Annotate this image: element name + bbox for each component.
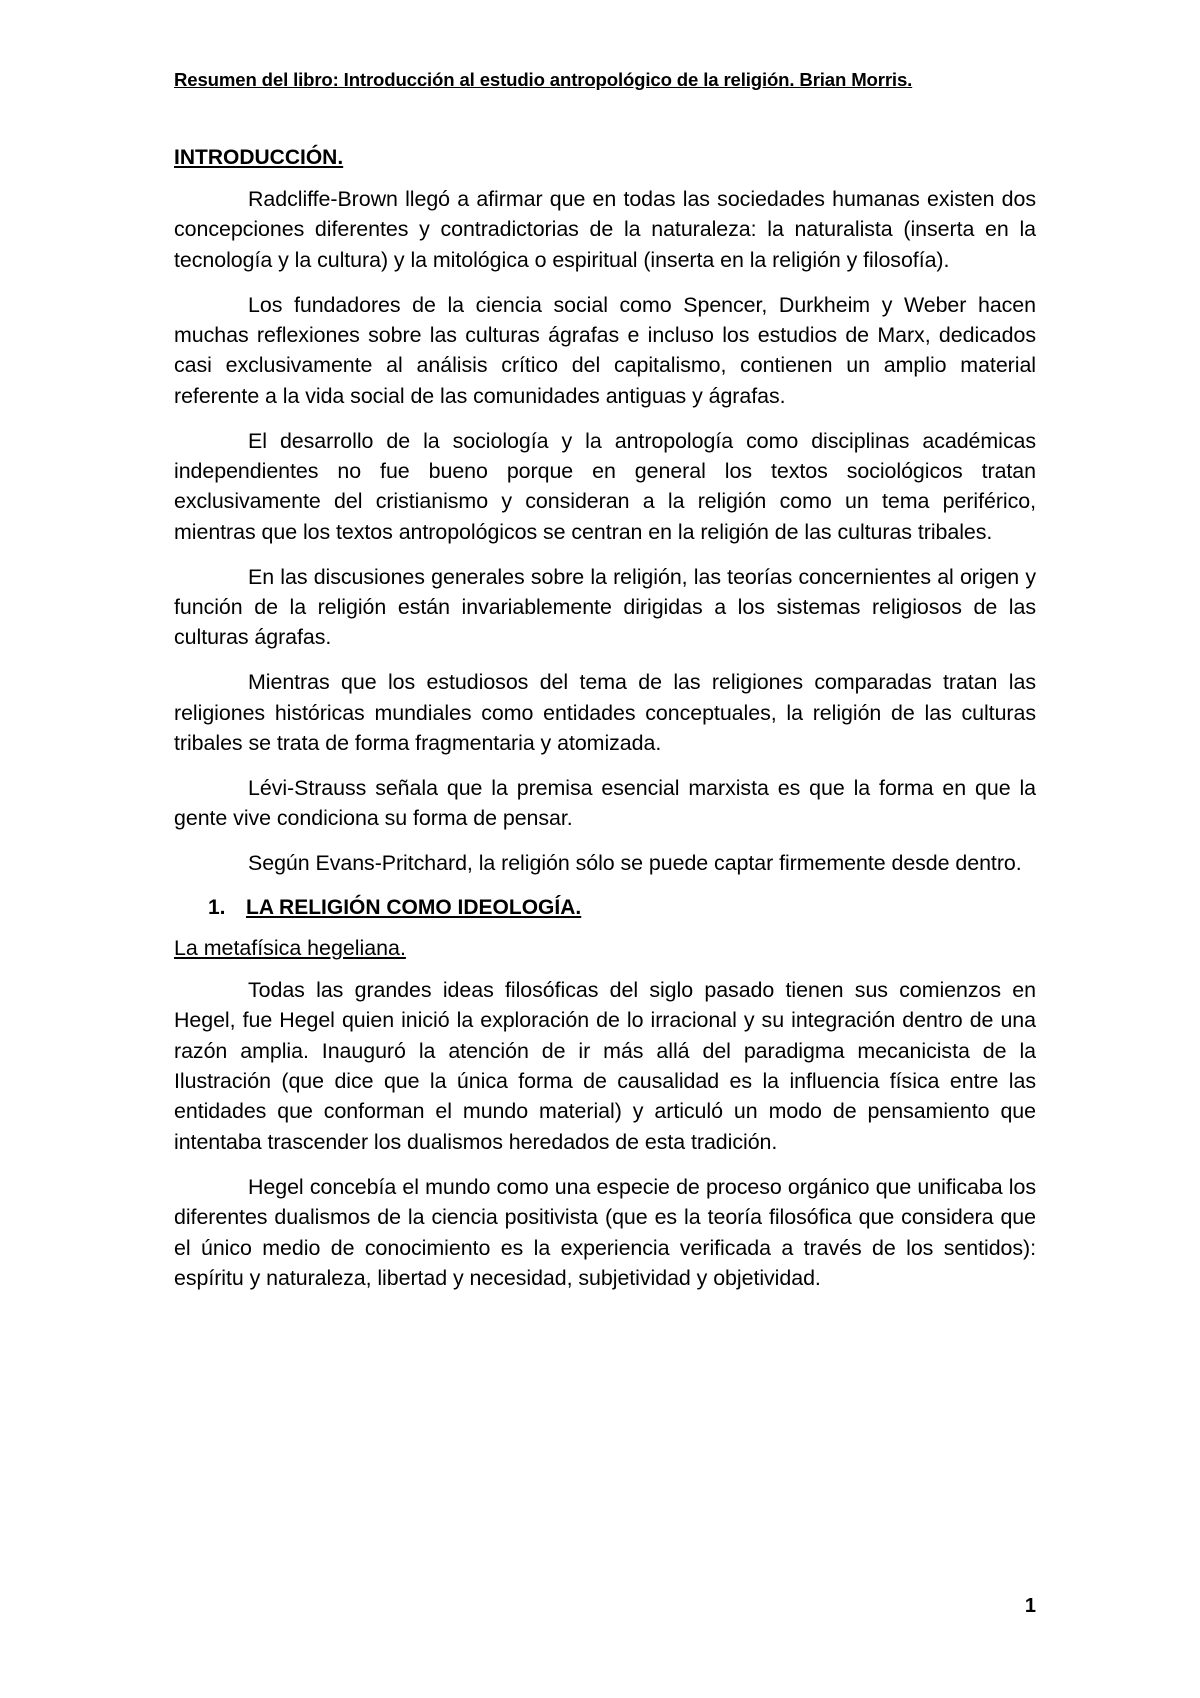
paragraph: Según Evans-Pritchard, la religión sólo se puede captar firmemente desde dentro. xyxy=(248,851,1022,876)
page-number: 1 xyxy=(1024,1595,1036,1617)
paragraph: Los fundadores de la ciencia social como Spencer, Durkheim y Weber hacen muchas reflexiones sobre las culturas ágrafas e incluso los estudios de Marx, dedicados casi exclusivamente al análisis crítico del capitalismo, contienen un amplio material referente a la vida social de las comunidades antiguas y ágrafas. xyxy=(174,292,1036,408)
running-header: Resumen del libro: Introducción al estudio antropológico de la religión. Brian Morris. xyxy=(174,69,913,90)
paragraph: Todas las grandes ideas filosóficas del siglo pasado tienen sus comienzos en Hegel, fue Hegel quien inició la exploración de lo irracional y su integración dentro de una razón amplia. Inauguró la atención de ir más allá del paradigma mecanicista de la Ilustración (que dice que la única forma de causalidad es la influencia física entre las entidades que conforman el mundo material) y articuló un modo de pensamiento que intentaba trascender los dualismos heredados de esta tradición. xyxy=(174,977,1036,1154)
subsection-heading: La metafísica hegeliana. xyxy=(174,935,406,960)
paragraph: El desarrollo de la sociología y la antropología como disciplinas académicas independientes no fue bueno porque en general los textos sociológicos tratan exclusivamente del cristianismo y consideran a la religión como un tema periférico, mientras que los textos antropológicos se centran en la religión de las culturas tribales. xyxy=(174,428,1036,544)
section-title: LA RELIGIÓN COMO IDEOLOGÍA. xyxy=(246,895,582,919)
document-body xyxy=(174,143,1036,1308)
paragraph: Lévi-Strauss señala que la premisa esencial marxista es que la forma en que la gente vive condiciona su forma de pensar. xyxy=(174,775,1036,831)
introduction-heading: INTRODUCCIÓN. xyxy=(174,146,344,169)
paragraph: Radcliffe-Brown llegó a afirmar que en todas las sociedades humanas existen dos concepciones diferentes y contradictorias de la naturaleza: la naturalista (inserta en la tecnología y la cultura) y la mitológica o espiritual (inserta en la religión y filosofía). xyxy=(174,187,1036,272)
paragraph: Hegel concebía el mundo como una especie de proceso orgánico que unificaba los diferentes dualismos de la ciencia positivista (que es la teoría filosófica que considera que el único medio de conocimiento es la experiencia verificada a través de los sentidos): espíritu y naturaleza, libertad y necesidad, subjetividad y objetividad. xyxy=(174,1174,1036,1290)
section-number: 1. xyxy=(208,895,226,919)
paragraph: En las discusiones generales sobre la religión, las teorías concernientes al origen y función de la religión están invariablemente dirigidas a los sistemas religiosos de las culturas ágrafas. xyxy=(174,564,1036,650)
section-1-heading xyxy=(174,893,1036,923)
paragraph: Mientras que los estudiosos del tema de las religiones comparadas tratan las religiones históricas mundiales como entidades conceptuales, la religión de las culturas tribales se trata de forma fragmentaria y atomizada. xyxy=(174,670,1036,756)
